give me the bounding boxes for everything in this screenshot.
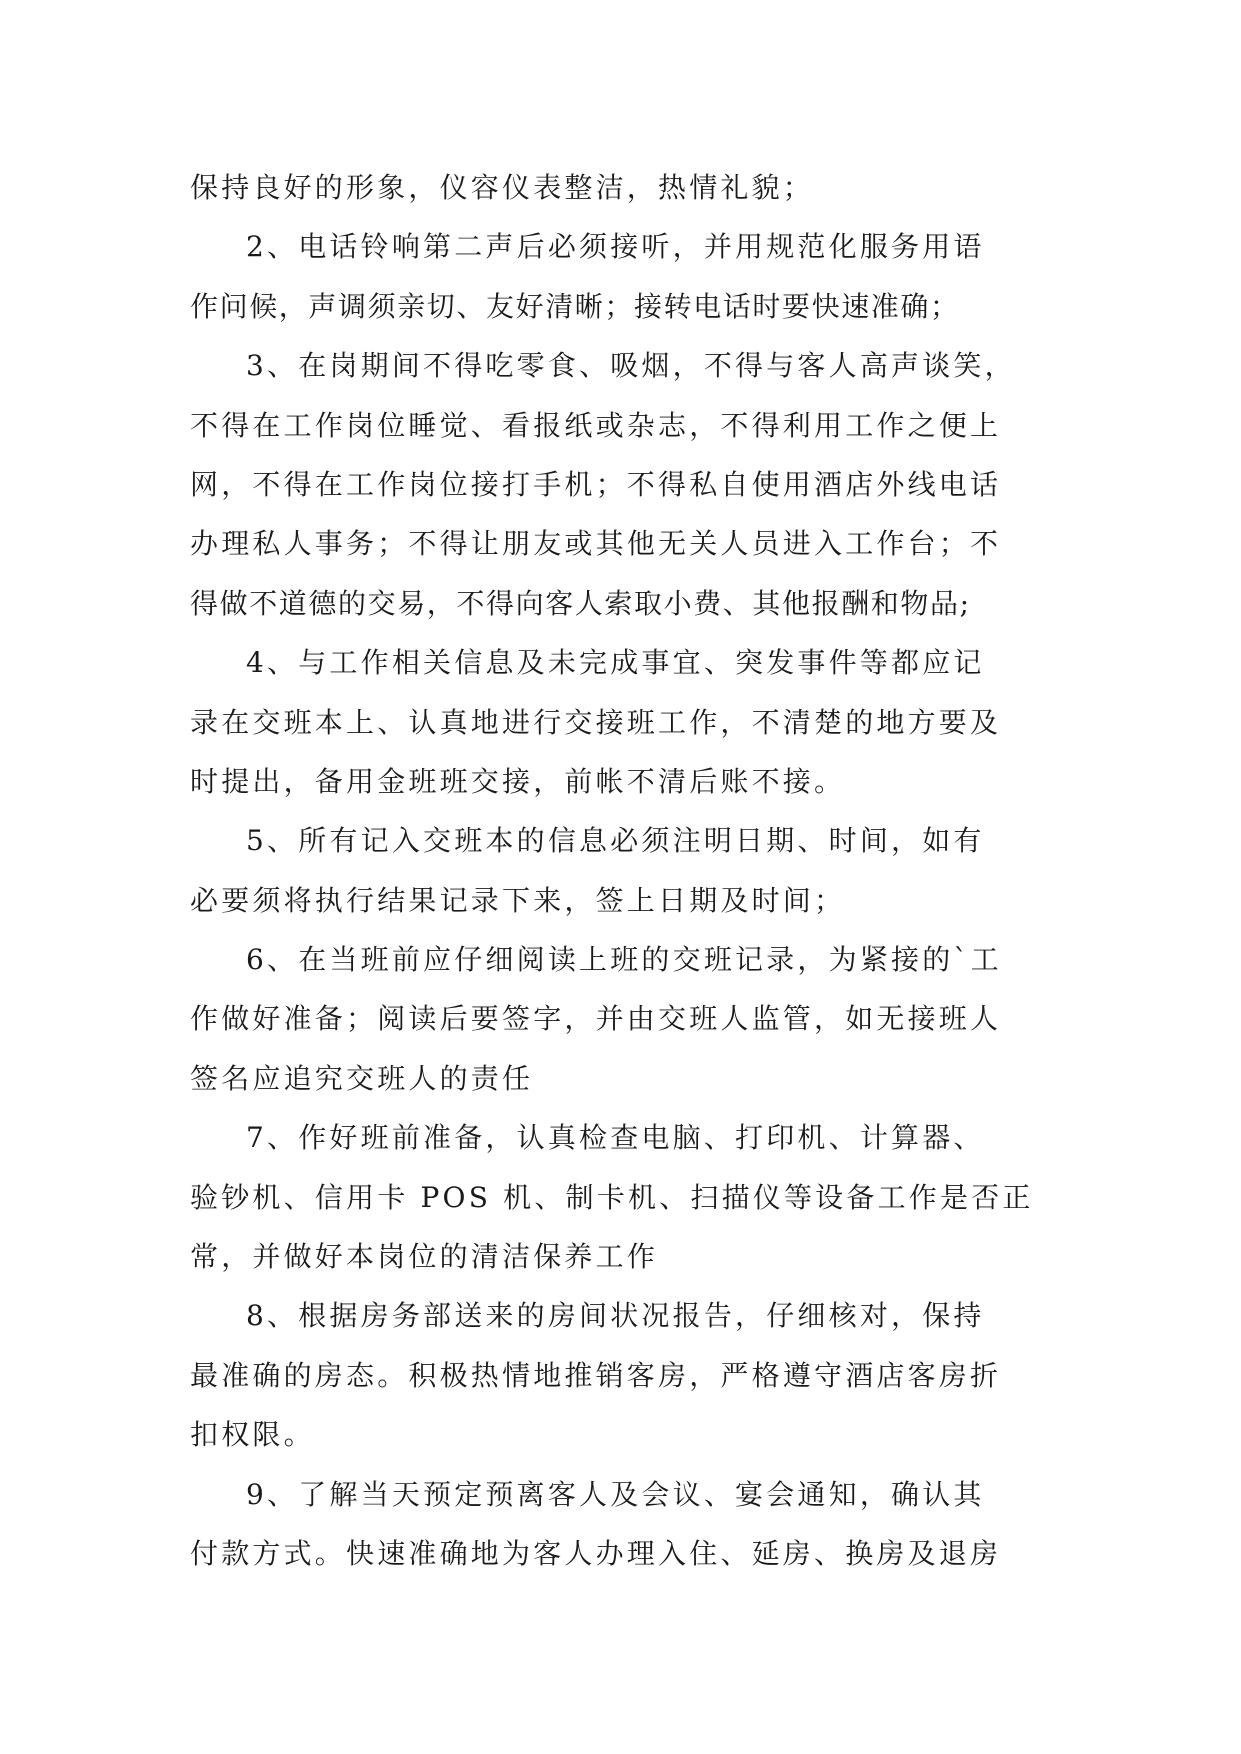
text-line: 常，并做好本岗位的清洁保养工作 — [190, 1240, 659, 1274]
text-line: 验钞机、信用卡 POS 机、制卡机、扫描仪等设备工作是否正 — [190, 1180, 1034, 1214]
text-line: 作做好准备；阅读后要签字，并由交班人监管，如无接班人 — [190, 1002, 1002, 1036]
text-line: 时提出，备用金班班交接，前帐不清后账不接。 — [190, 764, 846, 798]
text-line: 保持良好的形象，仪容仪表整洁，热情礼貌； — [190, 171, 815, 204]
text-line: 扣权限。 — [190, 1418, 315, 1452]
text-line: 8、根据房务部送来的房间状况报告，仔细核对，保持 — [246, 1299, 985, 1333]
document-body — [190, 158, 1060, 1583]
text-line: 付款方式。快速准确地为客人办理入住、延房、换房及退房 — [190, 1536, 1002, 1570]
text-line: 3、在岗期间不得吃零食、吸烟，不得与客人高声谈笑， — [246, 349, 1016, 383]
text-line: 办理私人事务；不得让朋友或其他无关人员进入工作台；不 — [190, 527, 1002, 561]
text-line: 得做不道德的交易，不得向客人索取小费、其他报酬和物品; — [190, 586, 971, 620]
text-line: 9、了解当天预定预离客人及会议、宴会通知，确认其 — [246, 1477, 985, 1511]
text-line: 必要须将执行结果记录下来，签上日期及时间； — [190, 883, 846, 917]
text-line: 录在交班本上、认真地进行交接班工作，不清楚的地方要及 — [190, 705, 1002, 739]
text-line: 最准确的房态。积极热情地推销客房，严格遵守酒店客房折 — [190, 1358, 1002, 1392]
text-line: 6、在当班前应仔细阅读上班的交班记录，为紧接的`工 — [246, 943, 1002, 977]
text-line: 网，不得在工作岗位接打手机；不得私自使用酒店外线电话 — [190, 467, 1002, 501]
text-line: 签名应追究交班人的责任 — [190, 1061, 534, 1095]
text-line: 2、电话铃响第二声后必须接听，并用规范化服务用语 — [246, 230, 985, 264]
text-line: 7、作好班前准备，认真检查电脑、打印机、计算器、 — [246, 1121, 985, 1155]
text-line: 不得在工作岗位睡觉、看报纸或杂志，不得利用工作之便上 — [190, 408, 1002, 442]
text-line: 作问候，声调须亲切、友好清晰；接转电话时要快速准确； — [190, 289, 960, 323]
text-line: 4、与工作相关信息及未完成事宜、突发事件等都应记 — [246, 646, 985, 680]
text-line: 5、所有记入交班本的信息必须注明日期、时间，如有 — [246, 824, 985, 858]
